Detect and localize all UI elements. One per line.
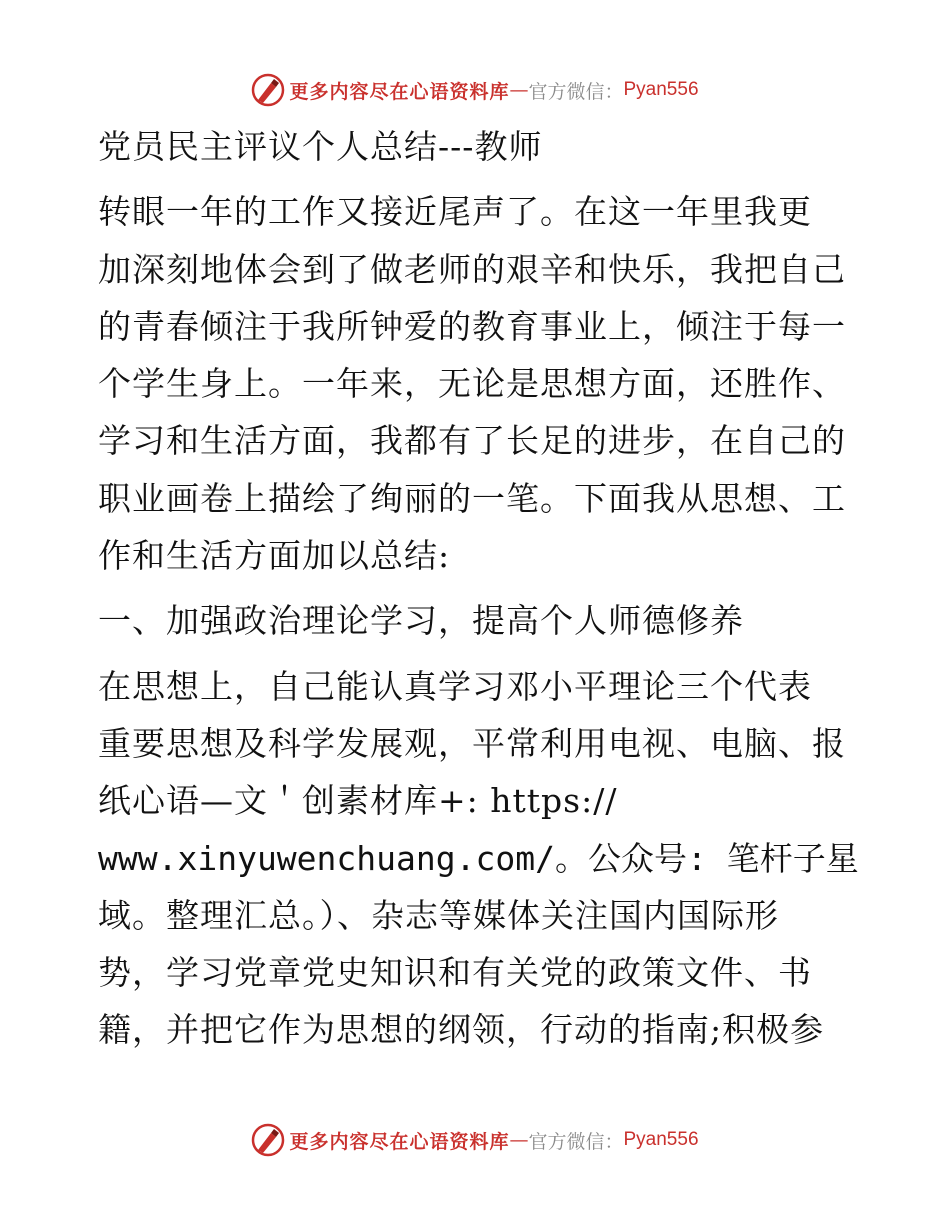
banner-wechat-id: Pyan556	[623, 79, 699, 100]
banner-dash: —	[509, 79, 529, 101]
document-title: 党员民主评议个人总结---教师	[98, 127, 543, 166]
document-body	[98, 118, 858, 1059]
paragraph-1	[98, 183, 858, 584]
banner-site-name: 更多内容尽在心语资料库	[289, 1130, 510, 1153]
text-line: 籍，并把它作为思想的纲领，行动的指南;积极参	[98, 1010, 825, 1050]
paragraph-2	[98, 658, 858, 1059]
banner-wechat-id: Pyan556	[623, 1129, 699, 1150]
pen-logo-icon	[251, 73, 285, 107]
text-line: 纸心语—文＇创素材库+: https://	[98, 781, 618, 821]
text-line: 的青春倾注于我所钟爱的教育事业上，倾注于每一	[98, 306, 846, 346]
text-line: 加深刻地体会到了做老师的艰辛和快乐，我把自己	[98, 249, 846, 289]
section-heading: 一、加强政治理论学习，提高个人师德修养	[98, 601, 744, 641]
text-line: 重要思想及科学发展观，平常利用电视、电脑、报	[98, 723, 846, 763]
text-line: 学习和生活方面，我都有了长足的进步，在自己的	[98, 421, 846, 461]
footer-watermark	[0, 1120, 950, 1160]
text-line: 域。整理汇总。）、杂志等媒体关注国内国际形	[98, 895, 779, 935]
banner-dash: —	[509, 1129, 529, 1151]
header-watermark	[0, 70, 950, 110]
text-line: 职业画卷上描绘了绚丽的一笔。下面我从思想、工	[98, 478, 846, 518]
banner-site-name: 更多内容尽在心语资料库	[289, 80, 510, 103]
text-line: 个学生身上。一年来，无论是思想方面，还胜作、	[98, 364, 846, 404]
text-line: 转眼一年的工作又接近尾声了。在这一年里我更	[98, 192, 812, 232]
banner-wechat-label: 官方微信：	[528, 80, 624, 103]
text-line: 势，学习党章党史知识和有关党的政策文件、书	[98, 953, 812, 993]
text-line-url: www.xinyuwenchuang.com/。公众号: 笔杆子星	[98, 838, 859, 878]
text-line: 在思想上，自己能认真学习邓小平理论三个代表	[98, 666, 812, 706]
pen-logo-icon	[251, 1123, 285, 1157]
banner-wechat-label: 官方微信：	[528, 1130, 624, 1153]
text-line: 作和生活方面加以总结:	[98, 536, 451, 576]
